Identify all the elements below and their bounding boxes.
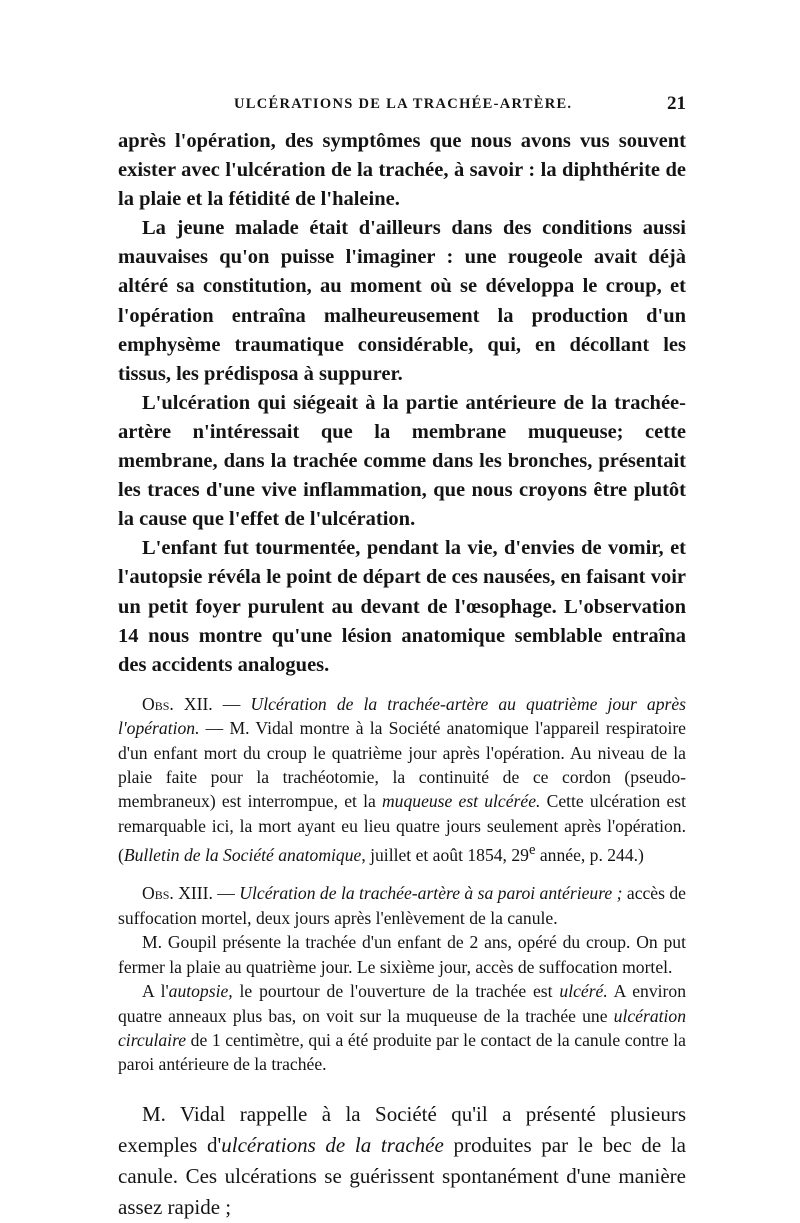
page-number: 21	[667, 93, 686, 114]
observation-12-title: Ulcération de la trachée-artère au quatrième jour après l'opération.	[118, 693, 686, 739]
observation-13: Obs. XIII. — Ulcération de la trachée-artère à sa paroi antérieure ; accès de suffocation mortel, deux jours après l'enlèvement de la canule.	[118, 883, 686, 928]
paragraph-2: La jeune malade était d'ailleurs dans des conditions aussi mauvaises qu'on puisse l'imaginer : une rougeole avait déjà altéré sa constitution, au moment où se développa le croup, et l'opération entraîna malheureusement la production d'un emphysème traumatique considérable, qui, en décollant les tissus, les prédisposa à suppurer.	[118, 217, 686, 385]
observation-12-source: Bulletin de la Société anatomique	[123, 845, 362, 866]
observation-13-paragraph-2: M. Goupil présente la trachée d'un enfant de 2 ans, opéré du croup. On put fermer la plaie au quatrième jour. Le sixième jour, accès de suffocation mortel.	[118, 932, 686, 977]
observation-13-paragraph-3: A l'autopsie, le pourtour de l'ouverture de la trachée est ulcéré. A environ quatre anneaux plus bas, on voit sur la muqueuse de la trachée une ulcération circulaire de 1 centimètre, qui a été produite par le contact de la canule contre la paroi antérieure de la trachée.	[118, 981, 686, 1075]
observation-13-label: Obs. XIII.	[142, 883, 213, 904]
running-title: ULCÉRATIONS DE LA TRACHÉE-ARTÈRE.	[234, 96, 573, 112]
running-head	[118, 93, 686, 120]
body-text	[118, 127, 686, 1223]
paragraph-1: après l'opération, des symptômes que nous avons vus souvent exister avec l'ulcération de la trachée, à savoir : la diphthérite de la plaie et la fétidité de l'haleine.	[118, 130, 686, 211]
observation-12: Obs. XII. — Ulcération de la trachée-artère au quatrième jour après l'opération. — M. Vidal montre à la Société anatomique l'appareil respiratoire d'un enfant mort du croup le quatrième jour après l'opération. Au niveau de la plaie faite pour la trachéotomie, la continuité de ce cordon (pseudo-membraneux) est interrompue, et la muqueuse est ulcérée. Cette ulcération est remarquable ici, la mort ayant eu lieu quatre jours seulement après l'opération. (Bulletin de la Société anatomique, juillet et août 1854, 29e année, p. 244.)	[118, 693, 686, 866]
observation-12-label: Obs. XII.	[142, 693, 213, 714]
closing-paragraph: M. Vidal rappelle à la Société qu'il a présenté plusieurs exemples d'ulcérations de la trachée produites par le bec de la canule. Ces ulcérations se guérissent spontanément d'une manière assez rapide ;	[118, 1101, 686, 1219]
paragraph-3: L'ulcération qui siégeait à la partie antérieure de la trachée-artère n'intéressait que la membrane muqueuse; cette membrane, dans la trachée comme dans les bronches, présentait les traces d'une vive inflammation, que nous croyons être plutôt la cause que l'effet de l'ulcération.	[118, 391, 686, 531]
paragraph-4: L'enfant fut tourmentée, pendant la vie, d'envies de vomir, et l'autopsie révéla le point de départ de ces nausées, en faisant voir un petit foyer purulent au devant de l'œsophage. L'observation 14 nous montre qu'une lésion anatomique semblable entraîna des accidents analogues.	[118, 537, 686, 676]
observation-13-title: Ulcération de la trachée-artère à sa paroi antérieure ;	[239, 883, 623, 904]
